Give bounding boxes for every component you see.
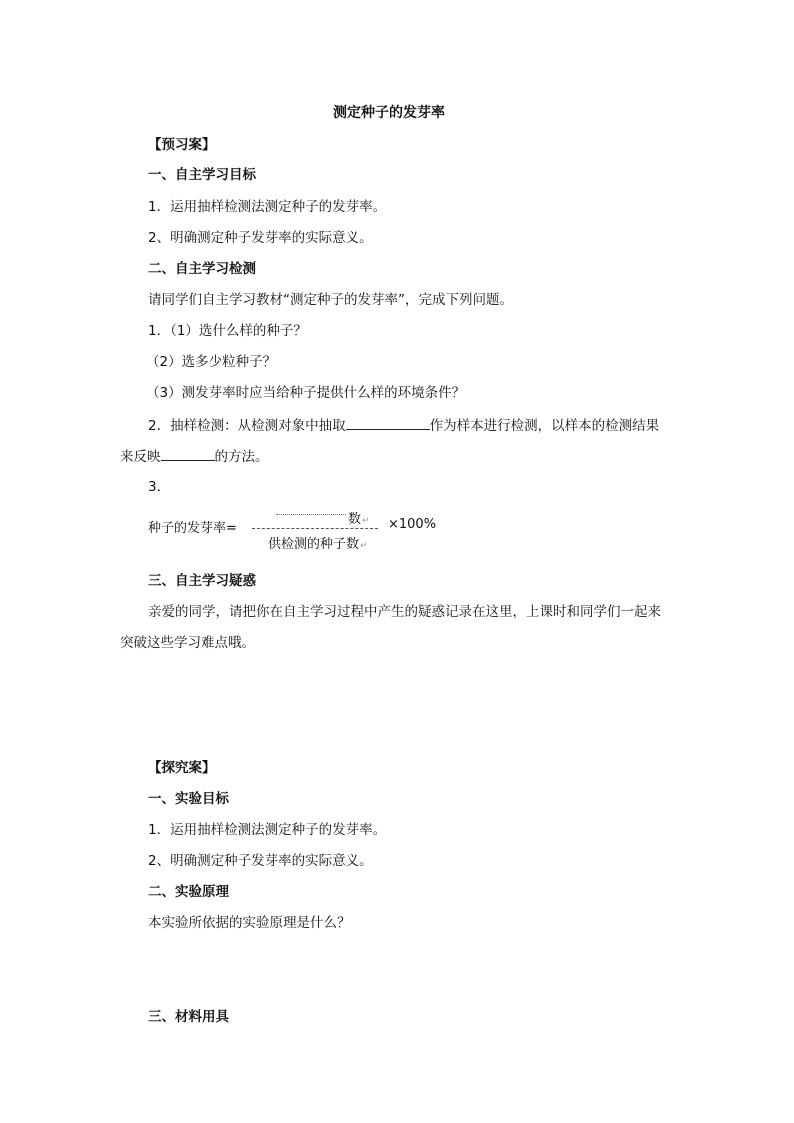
preview-q2-line2 [120,446,269,466]
explore-s2-heading: 二、实验原理 [148,884,229,900]
q2-text-a: 2．抽样检测：从检测对象中抽取 [148,418,346,434]
preview-s1-heading: 一、自主学习目标 [148,167,256,183]
formula-numerator: 数↵ [348,512,370,527]
preview-s1-item-1: 1．运用抽样检测法测定种子的发芽率。 [148,199,387,215]
fraction-bar [252,528,378,529]
preview-s1-item-2: 2、明确测定种子发芽率的实际意义。 [148,230,373,246]
return-mark-icon: ↵ [362,516,370,526]
q2-text-b: 作为样本进行检测，以样本的检测结果 [429,418,660,434]
preview-q1-3: （3）测发芽率时应当给种子提供什么样的环境条件？ [146,385,466,401]
formula-numerator-blank[interactable] [276,514,346,515]
explore-s3-heading: 三、材料用具 [148,1009,229,1025]
preview-s3-text-1: 亲爱的同学，请把你在自主学习过程中产生的疑惑记录在这里，上课时和同学们一起来 [148,604,661,620]
preview-heading: 【预习案】 [148,137,216,153]
return-mark-icon: ↵ [360,541,368,551]
explore-s2-text: 本实验所依据的实验原理是什么？ [148,915,351,931]
preview-s3-text-2: 突破这些学习难点哦。 [120,635,255,651]
page-title: 测定种子的发芽率 [333,105,445,121]
preview-q1-2: （2）选多少粒种子？ [146,354,277,370]
q2-text-d: 的方法。 [214,449,269,465]
fill-blank-whole[interactable] [161,446,215,461]
preview-q1-1: 1．（1）选什么样的种子？ [148,323,307,339]
preview-s2-intro: 请同学们自主学习教材“测定种子的发芽率”，完成下列问题。 [148,292,513,308]
preview-q3: 3． [148,479,171,495]
fill-blank-sample[interactable] [346,415,430,430]
explore-s1-item-1: 1．运用抽样检测法测定种子的发芽率。 [148,822,387,838]
explore-s1-heading: 一、实验目标 [148,791,229,807]
germination-formula [148,508,448,556]
q2-text-c: 来反映 [120,449,161,465]
formula-times: ×100% [388,517,437,532]
preview-q2-line1 [148,415,659,435]
preview-s2-heading: 二、自主学习检测 [148,261,256,277]
formula-denominator: 供检测的种子数↵ [268,537,368,552]
preview-s3-heading: 三、自主学习疑惑 [148,573,256,589]
explore-s1-item-2: 2、明确测定种子发芽率的实际意义。 [148,853,373,869]
formula-label: 种子的发芽率= [148,521,237,536]
explore-heading: 【探究案】 [148,760,216,776]
